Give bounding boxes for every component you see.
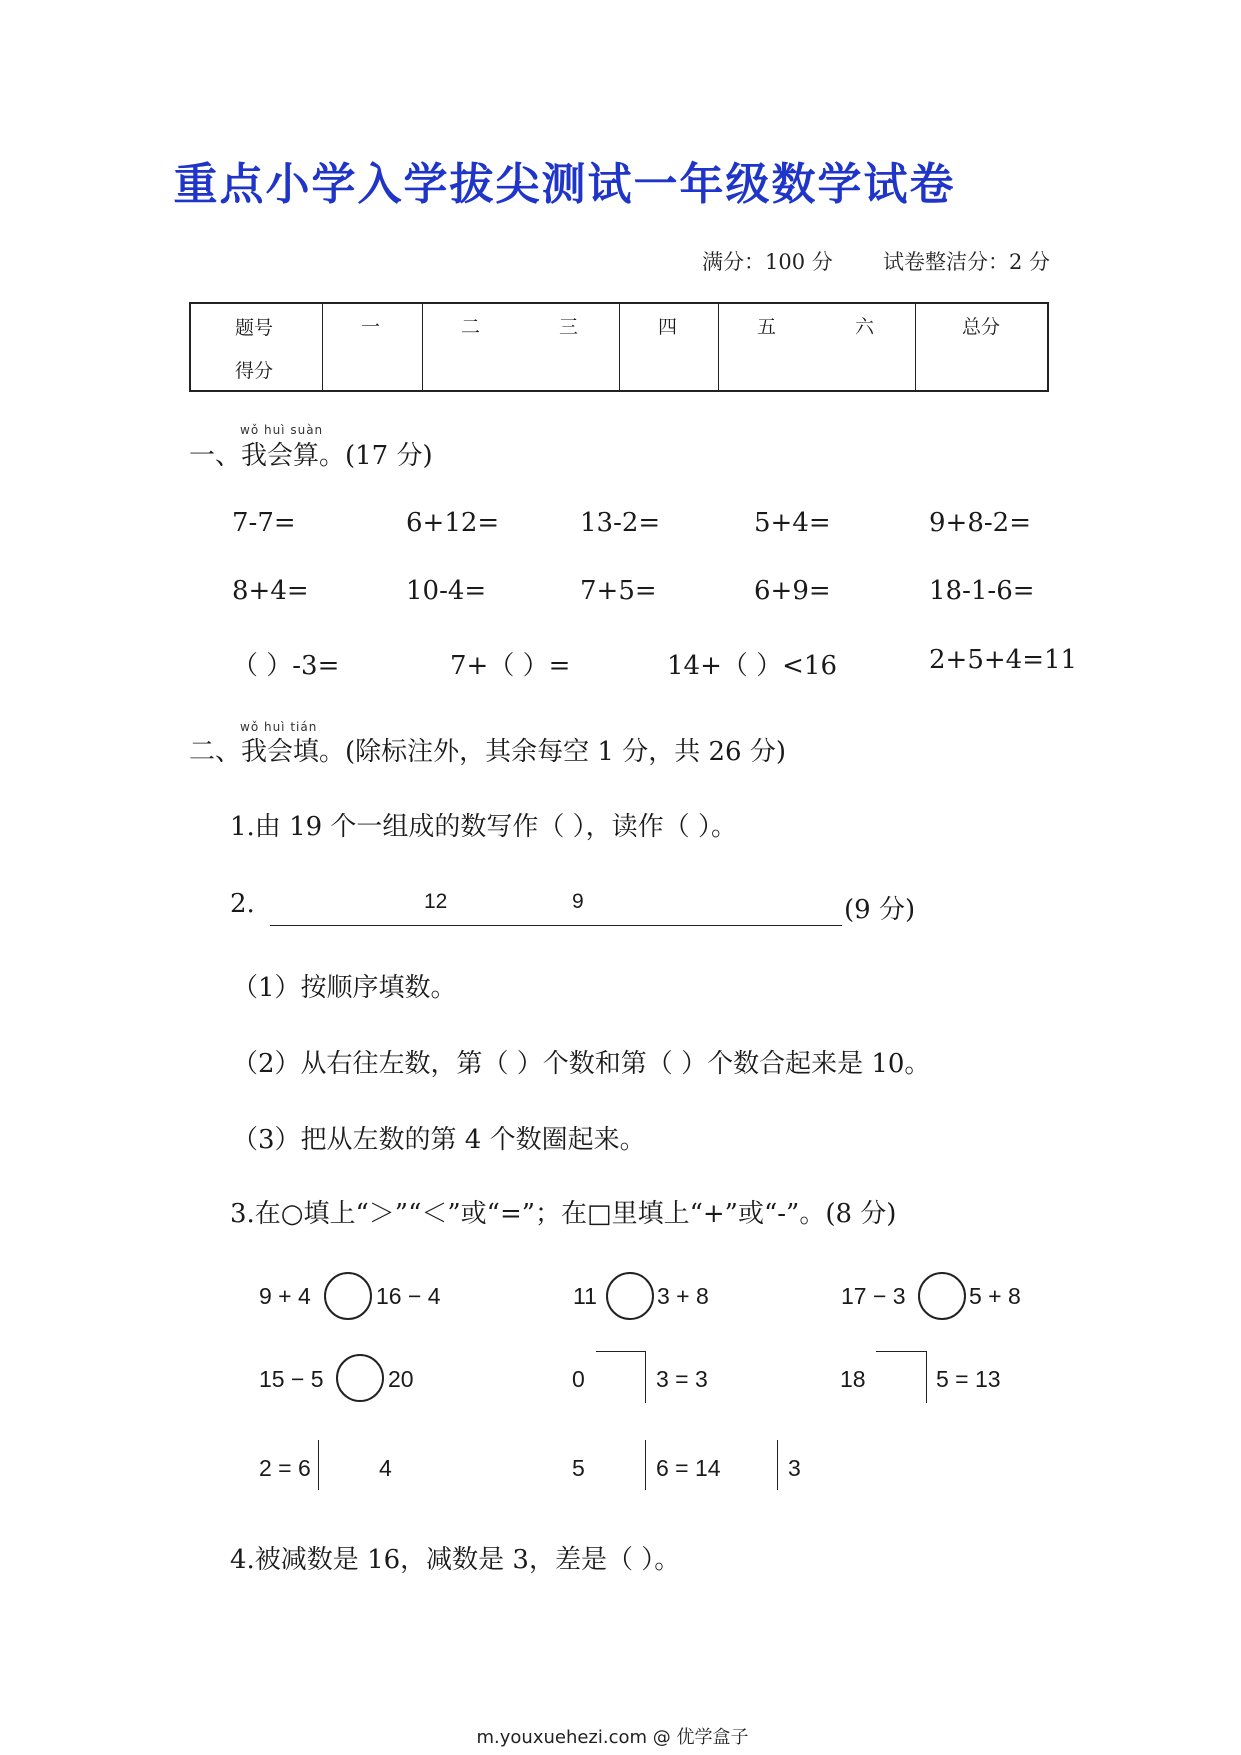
compare-left: 11	[573, 1283, 597, 1309]
compare-left: 9 + 4	[259, 1283, 311, 1309]
section1-title: 一、我会算。(17 分)	[189, 441, 433, 471]
number-line-value: 12	[424, 890, 448, 913]
header-total: 总分	[962, 316, 1001, 338]
answer-circle[interactable]	[606, 1272, 654, 1320]
question-4: 4.被减数是 16，减数是 3，差是（ ）。	[230, 1545, 681, 1575]
fill-equation: 14+（ ）<16	[667, 651, 838, 681]
compare-right: 5 + 8	[969, 1283, 1021, 1309]
score-cell-1[interactable]	[323, 303, 423, 391]
footer-watermark: m.youxuehezi.com @ 优学盒子	[476, 1727, 749, 1748]
score-cell-total[interactable]	[916, 303, 1049, 391]
operator-left: 0	[572, 1366, 585, 1392]
operator-box-side[interactable]	[926, 1351, 927, 1403]
equation: 6+12=	[406, 508, 500, 538]
section2-pinyin: wǒ huì tián	[240, 720, 318, 734]
operator-box-side[interactable]	[645, 1440, 646, 1490]
header-1: 一	[361, 316, 381, 338]
operator-right: 5 = 13	[936, 1366, 1001, 1392]
number-line-value: 9	[572, 890, 584, 913]
equation: 8+4=	[232, 576, 309, 606]
equation: 5+4=	[754, 508, 831, 538]
score-cell-5-6[interactable]	[719, 303, 916, 391]
header-5: 五	[757, 316, 777, 338]
question-2-sub-2: （2）从右往左数，第（ ）个数和第（ ）个数合起来是 10。	[232, 1049, 931, 1079]
header-4: 四	[658, 316, 678, 338]
question-2-sub-3: （3）把从左数的第 4 个数圈起来。	[232, 1125, 646, 1155]
full-score: 满分：100 分	[702, 250, 833, 274]
operator-left: 2 = 6	[259, 1455, 311, 1481]
operator-right: 3 = 3	[656, 1366, 708, 1392]
operator-box-top	[876, 1351, 926, 1352]
compare-right: 3 + 8	[657, 1283, 709, 1309]
equation: 7-7=	[232, 508, 296, 538]
score-table-label-cell	[190, 303, 323, 391]
header-3: 三	[559, 316, 579, 338]
equation: 6+9=	[754, 576, 831, 606]
operator-box-side[interactable]	[318, 1440, 319, 1490]
question-number-label: 题号	[235, 317, 274, 339]
compare-right: 16 − 4	[376, 1283, 441, 1309]
operator-right: 4	[379, 1455, 392, 1481]
question-2-sub-1: （1）按顺序填数。	[232, 973, 457, 1003]
number-line	[270, 925, 842, 926]
equation: 9+8-2=	[929, 508, 1031, 538]
equation: 18-1-6=	[929, 576, 1035, 606]
operator-box-side[interactable]	[645, 1351, 646, 1403]
answer-circle[interactable]	[336, 1354, 384, 1402]
equation: 7+5=	[580, 576, 657, 606]
compare-left: 17 − 3	[841, 1283, 906, 1309]
header-2: 二	[461, 316, 481, 338]
page-title: 重点小学入学拔尖测试一年级数学试卷	[173, 159, 956, 210]
equation: 10-4=	[406, 576, 487, 606]
question-3: 3.在○填上“＞”“＜”或“=”；在□里填上“+”或“-”。(8 分)	[230, 1199, 897, 1229]
fill-equation: 7+（ ）=	[450, 651, 571, 681]
answer-circle[interactable]	[918, 1272, 966, 1320]
operator-box-top	[596, 1351, 645, 1352]
operator-left: 18	[840, 1366, 866, 1392]
header-6: 六	[855, 316, 875, 338]
section1-pinyin: wǒ huì suàn	[240, 423, 324, 437]
section2-title: 二、我会填。(除标注外，其余每空 1 分，共 26 分)	[189, 737, 786, 767]
score-label: 得分	[235, 360, 274, 382]
fill-equation: （ ）-3=	[232, 651, 340, 681]
question-2-points: (9 分)	[844, 895, 916, 925]
operator-right: 6 = 14	[656, 1455, 721, 1481]
score-cell-2-3[interactable]	[423, 303, 620, 391]
score-table	[189, 302, 1049, 392]
question-2-label: 2.	[230, 889, 255, 919]
operator-box-side[interactable]	[777, 1440, 778, 1490]
answer-circle[interactable]	[324, 1272, 372, 1320]
neatness-score: 试卷整洁分：2 分	[883, 250, 1051, 274]
equation: 13-2=	[580, 508, 661, 538]
compare-left: 15 − 5	[259, 1366, 324, 1392]
operator-left: 5	[572, 1455, 585, 1481]
score-cell-4[interactable]	[620, 303, 719, 391]
question-1: 1.由 19 个一组成的数写作（ ），读作（ ）。	[230, 812, 737, 842]
fill-equation: 2+5+4=11	[929, 645, 1078, 675]
compare-right: 20	[388, 1366, 414, 1392]
operator-right: 3	[788, 1455, 801, 1481]
